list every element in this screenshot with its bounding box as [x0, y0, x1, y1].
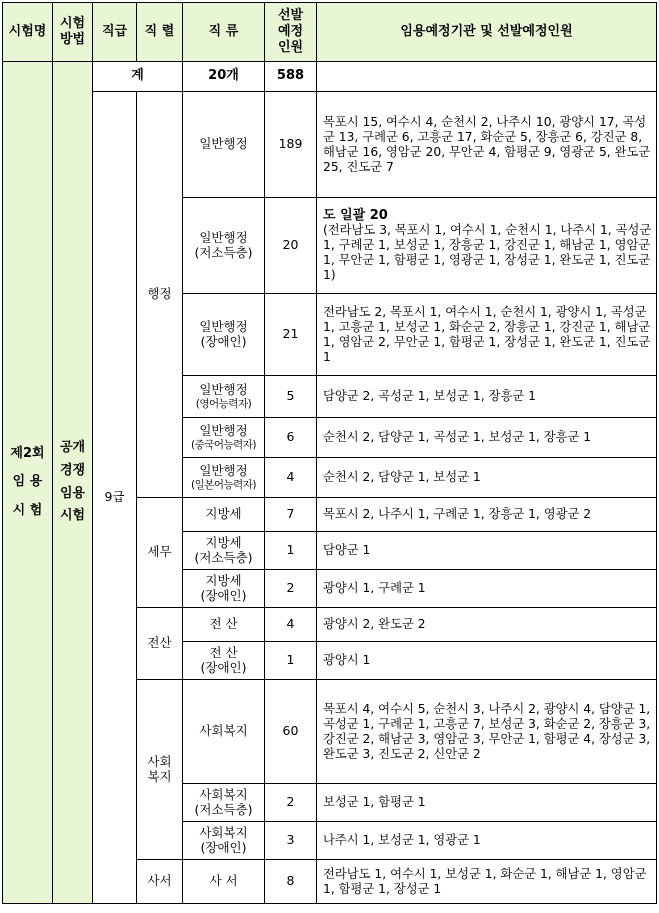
count-cell: 189 — [265, 92, 317, 198]
category-cell: 사회복지 (저소득층) — [183, 784, 265, 822]
agencies-cell: 담양군 1 — [317, 532, 657, 570]
group-clerk: 사서 — [137, 860, 183, 904]
agencies-cell: 담양군 2, 곡성군 1, 보성군 1, 장흥군 1 — [317, 376, 657, 418]
header-row — [3, 3, 657, 62]
count-cell: 1 — [265, 532, 317, 570]
agencies-cell: 전라남도 2, 목포시 1, 여수시 1, 순천시 1, 광양시 1, 곡성군 1, 고흥군 1, 보성군 1, 화순군 2, 장흥군 1, 강진군 1, 해남군 1, 영암군 2, 무안군 1, 함평군 1, 장성군 1, 완도군 1, 진도군 1 — [317, 294, 657, 376]
agencies-cell: 목포시 4, 여수시 5, 순천시 3, 나주시 2, 광양시 4, 담양군 1, 곡성군 1, 구례군 1, 고흥군 7, 보성군 3, 화순군 2, 장흥군 3, 강진군 2, 해남군 3, 영암군 3, 무안군 1, 함평군 4, 장성군 3, 완도군 3, 진도군 2, 신안군 2 — [317, 680, 657, 784]
category-cell: 일반행정 (장애인) — [183, 294, 265, 376]
grade-cell: 9급 — [93, 92, 137, 904]
agencies-cell: 보성군 1, 함평군 1 — [317, 784, 657, 822]
count-cell: 2 — [265, 784, 317, 822]
total-count: 588 — [265, 62, 317, 92]
agencies-cell: 광양시 1 — [317, 642, 657, 680]
category-cell: 일반행정 (영어능력자) — [183, 376, 265, 418]
category-cell: 일반행정 (저소득층) — [183, 198, 265, 294]
agencies-title: 도 일괄 20 — [323, 207, 388, 223]
total-agencies — [317, 62, 657, 92]
category-cell: 사 서 — [183, 860, 265, 904]
exam-method-cell: 공개 경쟁 임용 시험 — [53, 62, 93, 904]
category-cell: 일반행정 — [183, 92, 265, 198]
count-cell: 60 — [265, 680, 317, 784]
count-cell: 2 — [265, 570, 317, 608]
header-series: 직 렬 — [137, 3, 183, 62]
recruitment-table — [2, 2, 657, 904]
agencies-cell: 광양시 2, 완도군 2 — [317, 608, 657, 642]
total-label: 계 — [93, 62, 183, 92]
agencies-cell: 나주시 1, 보성군 1, 영광군 1 — [317, 822, 657, 860]
count-cell: 21 — [265, 294, 317, 376]
count-cell: 8 — [265, 860, 317, 904]
header-count: 선발 예정 인원 — [265, 3, 317, 62]
total-categories: 20개 — [183, 62, 265, 92]
agencies-cell: 순천시 2, 담양군 1, 곡성군 1, 보성군 1, 장흥군 1 — [317, 418, 657, 458]
count-cell: 4 — [265, 458, 317, 498]
exam-name-cell: 제2회 임 용 시 험 — [3, 62, 53, 904]
agencies-cell: 전라남도 1, 여수시 1, 보성군 1, 화순군 1, 해남군 1, 영암군 1, 함평군 1, 장성군 1 — [317, 860, 657, 904]
category-cell: 전 산 — [183, 608, 265, 642]
agencies-cell: 도 일괄 20 (전라남도 3, 목포시 1, 여수시 1, 순천시 1, 나주시 1, 곡성군 1, 구례군 1, 보성군 1, 장흥군 1, 강진군 1, 해남군 1, 영암군 1, 무안군 1, 함평군 1, 영광군 1, 장성군 1, 완도군 1, 진도군 1) — [317, 198, 657, 294]
header-grade: 직급 — [93, 3, 137, 62]
count-cell: 20 — [265, 198, 317, 294]
header-exam-name: 시험명 — [3, 3, 53, 62]
total-row — [3, 62, 657, 92]
category-cell: 사회복지 (장애인) — [183, 822, 265, 860]
count-cell: 1 — [265, 642, 317, 680]
group-tax: 세무 — [137, 498, 183, 608]
count-cell: 6 — [265, 418, 317, 458]
count-cell: 5 — [265, 376, 317, 418]
count-cell: 4 — [265, 608, 317, 642]
table-row — [3, 92, 657, 198]
header-agencies: 임용예정기관 및 선발예정인원 — [317, 3, 657, 62]
group-admin: 행정 — [137, 92, 183, 498]
agencies-cell: 광양시 1, 구례군 1 — [317, 570, 657, 608]
agencies-cell: 목포시 2, 나주시 1, 구례군 1, 장흥군 1, 영광군 2 — [317, 498, 657, 532]
agencies-cell: 목포시 15, 여수시 4, 순천시 2, 나주시 10, 광양시 17, 곡성군 13, 구례군 6, 고흥군 17, 화순군 5, 장흥군 6, 강진군 8, 해남군 16, 영암군 20, 무안군 4, 함평군 9, 영광군 5, 완도군 25, 진도군 7 — [317, 92, 657, 198]
count-cell: 7 — [265, 498, 317, 532]
category-cell: 일반행정 (중국어능력자) — [183, 418, 265, 458]
category-cell: 지방세 (장애인) — [183, 570, 265, 608]
category-cell: 지방세 (저소득층) — [183, 532, 265, 570]
category-cell: 전 산 (장애인) — [183, 642, 265, 680]
group-computer: 전산 — [137, 608, 183, 680]
category-cell: 일반행정 (일본어능력자) — [183, 458, 265, 498]
header-exam-method: 시험 방법 — [53, 3, 93, 62]
category-cell: 지방세 — [183, 498, 265, 532]
header-category: 직 류 — [183, 3, 265, 62]
category-cell: 사회복지 — [183, 680, 265, 784]
group-welfare: 사회 복지 — [137, 680, 183, 860]
count-cell: 3 — [265, 822, 317, 860]
agencies-cell: 순천시 2, 담양군 1, 보성군 1 — [317, 458, 657, 498]
